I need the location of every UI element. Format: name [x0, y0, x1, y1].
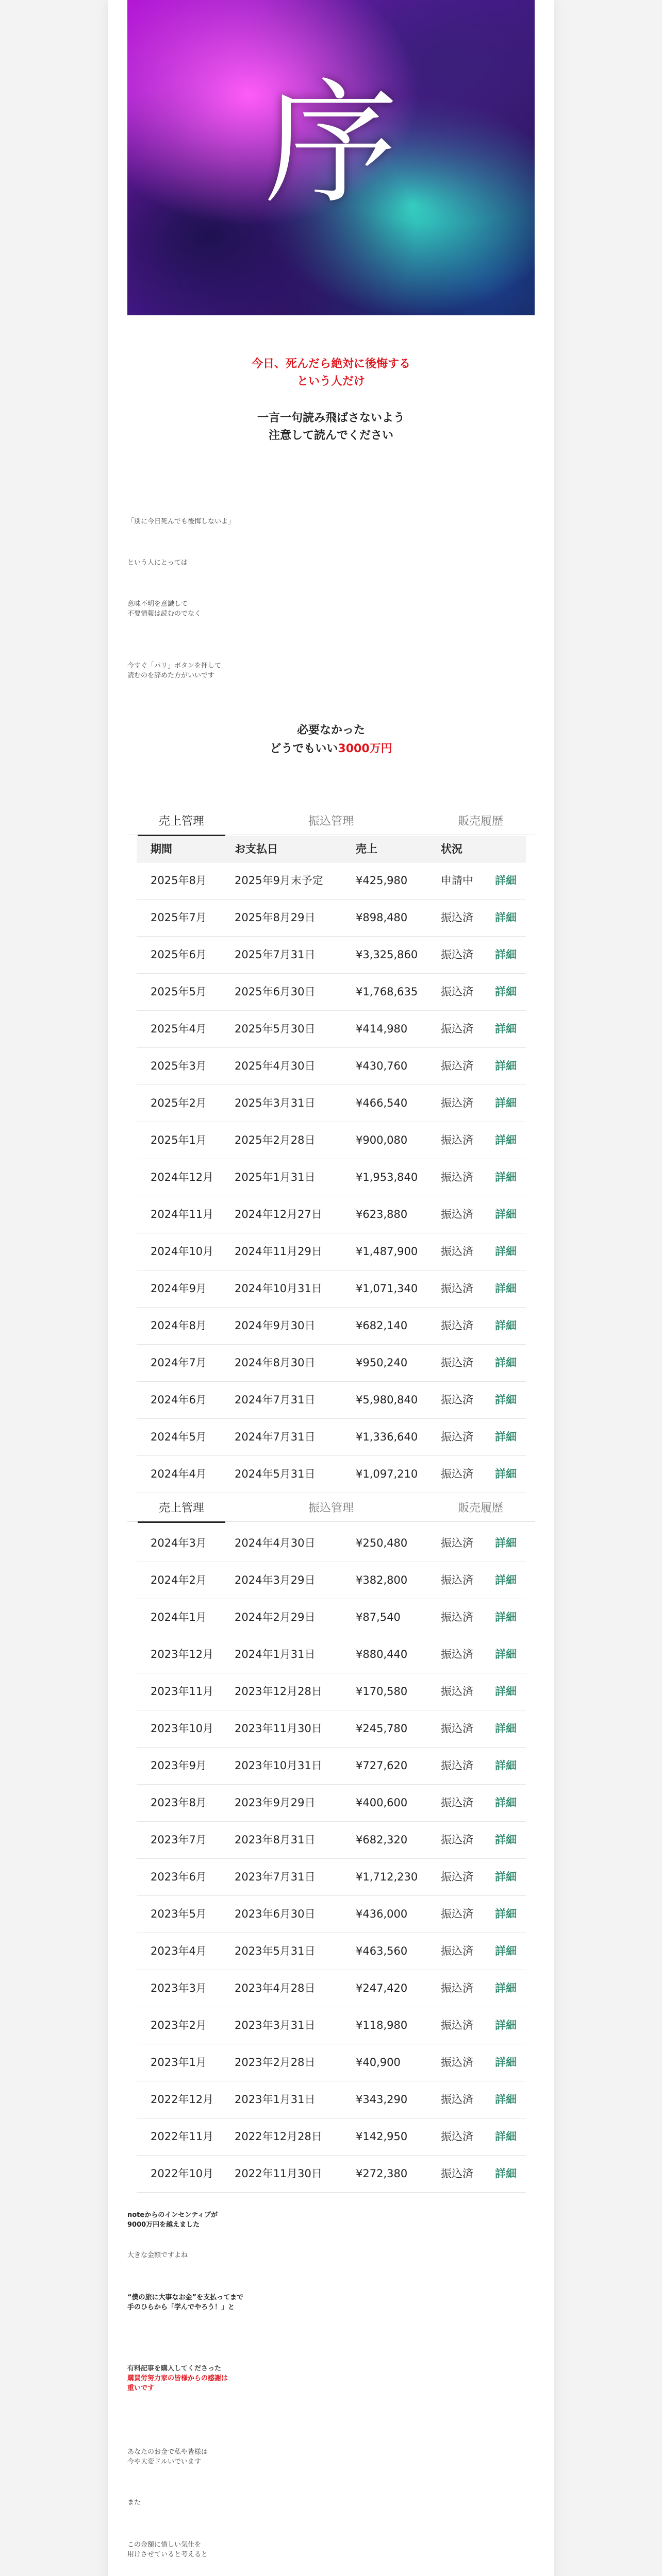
- row-status: 振込済: [441, 948, 473, 961]
- table-row: [137, 1599, 526, 1636]
- row-status: 振込済: [441, 1060, 473, 1072]
- row-period: 2025年1月: [151, 1134, 207, 1146]
- table-header: [137, 836, 526, 862]
- tab-history[interactable]: 販売履歴: [457, 815, 503, 828]
- detail-link[interactable]: 詳細: [495, 2019, 517, 2031]
- intro-paragraph: という人にとっては: [127, 559, 188, 567]
- row-pay-date: 2023年5月31日: [235, 1945, 316, 1957]
- table-row: [137, 1562, 526, 1599]
- row-status: 振込済: [441, 1945, 473, 1957]
- row-sales: ¥466,540: [356, 1097, 408, 1109]
- detail-link[interactable]: 詳細: [495, 1537, 517, 1549]
- detail-link[interactable]: 詳細: [495, 1394, 517, 1406]
- row-period: 2024年1月: [151, 1611, 207, 1623]
- table-row: [137, 1345, 526, 1382]
- row-status: 振込済: [441, 1431, 473, 1443]
- row-status: 申請中: [441, 874, 473, 887]
- row-period: 2024年3月: [151, 1537, 207, 1549]
- hero-title: 序: [264, 66, 398, 222]
- row-period: 2024年5月: [151, 1431, 207, 1443]
- detail-link[interactable]: 詳細: [495, 2056, 517, 2069]
- detail-link[interactable]: 詳細: [495, 1060, 517, 1072]
- detail-link[interactable]: 詳細: [495, 1982, 517, 1994]
- row-period: 2024年9月: [151, 1282, 207, 1295]
- row-pay-date: 2024年2月29日: [235, 1611, 316, 1623]
- header-status: 状況: [441, 843, 462, 855]
- row-sales: ¥40,900: [356, 2056, 401, 2069]
- row-period: 2024年7月: [151, 1357, 207, 1369]
- table-row: [137, 2156, 526, 2193]
- table-row: [137, 1785, 526, 1822]
- detail-link[interactable]: 詳細: [495, 1023, 517, 1035]
- body-paragraph: また: [127, 2499, 141, 2506]
- table-row: [137, 1673, 526, 1710]
- row-period: 2025年8月: [151, 874, 207, 887]
- detail-link[interactable]: 詳細: [495, 1648, 517, 1660]
- detail-link[interactable]: 詳細: [495, 948, 517, 961]
- row-sales: ¥430,760: [356, 1060, 408, 1072]
- table-row: [137, 2044, 526, 2081]
- table-row: [137, 862, 526, 900]
- row-status: 振込済: [441, 1245, 473, 1258]
- table-row: [137, 1933, 526, 1970]
- row-period: 2023年2月: [151, 2019, 207, 2031]
- row-sales: ¥1,953,840: [356, 1171, 418, 1183]
- row-status: 振込済: [441, 1908, 473, 1920]
- detail-link[interactable]: 詳細: [495, 2093, 517, 2106]
- summary-amount: 3000万円: [338, 742, 392, 755]
- row-status: 振込済: [441, 1134, 473, 1146]
- row-sales: ¥900,080: [356, 1134, 408, 1146]
- detail-link[interactable]: 詳細: [495, 1871, 517, 1883]
- row-pay-date: 2025年5月30日: [235, 1023, 316, 1035]
- row-period: 2023年1月: [151, 2056, 207, 2069]
- body-paragraph: “僕の旅に大事なお金”を支払ってまで 手のひらから「学んでやろう！」と: [127, 2294, 244, 2311]
- row-pay-date: 2023年9月29日: [235, 1797, 316, 1809]
- table-row: [137, 2119, 526, 2156]
- notice-heading: [108, 410, 554, 445]
- table-row: [137, 900, 526, 937]
- detail-link[interactable]: 詳細: [495, 1722, 517, 1735]
- row-period: 2024年4月: [151, 1468, 207, 1480]
- tab-bar: [127, 809, 535, 835]
- row-period: 2024年8月: [151, 1319, 207, 1332]
- row-sales: ¥436,000: [356, 1908, 408, 1920]
- row-sales: ¥1,768,635: [356, 986, 418, 998]
- row-period: 2023年11月: [151, 1685, 214, 1698]
- row-pay-date: 2025年9月末予定: [235, 874, 323, 887]
- row-period: 2025年2月: [151, 1097, 207, 1109]
- table-row: [137, 937, 526, 974]
- summary-heading: [108, 721, 554, 758]
- row-status: 振込済: [441, 1537, 473, 1549]
- body-paragraph: 大きな金額ですよね: [127, 2251, 188, 2259]
- sales-table: [137, 1525, 526, 2193]
- table-row: [137, 1382, 526, 1419]
- row-sales: ¥1,071,340: [356, 1282, 418, 1295]
- row-sales: ¥414,980: [356, 1023, 408, 1035]
- row-period: 2024年6月: [151, 1394, 207, 1406]
- row-pay-date: 2023年10月31日: [235, 1759, 322, 1772]
- row-status: 振込済: [441, 1722, 473, 1735]
- row-pay-date: 2024年9月30日: [235, 1319, 316, 1332]
- row-sales: ¥425,980: [356, 874, 408, 887]
- row-pay-date: 2022年11月30日: [235, 2167, 322, 2180]
- table-row: [137, 1011, 526, 1048]
- detail-link[interactable]: 詳細: [495, 1574, 517, 1586]
- row-sales: ¥623,880: [356, 1208, 408, 1221]
- row-sales: ¥682,320: [356, 1834, 408, 1846]
- summary-line-1: 必要なかった: [296, 724, 365, 737]
- row-pay-date: 2023年1月31日: [235, 2093, 316, 2106]
- table-row: [137, 1456, 526, 1493]
- summary-line-2: [108, 740, 554, 758]
- row-pay-date: 2024年7月31日: [235, 1394, 316, 1406]
- row-period: 2023年3月: [151, 1982, 207, 1994]
- row-status: 振込済: [441, 1611, 473, 1623]
- row-period: 2022年10月: [151, 2167, 214, 2180]
- row-status: 振込済: [441, 1871, 473, 1883]
- row-status: 振込済: [441, 2167, 473, 2180]
- row-pay-date: 2023年2月28日: [235, 2056, 316, 2069]
- row-pay-date: 2023年12月28日: [235, 1685, 322, 1698]
- detail-link[interactable]: 詳細: [495, 1759, 517, 1772]
- detail-link[interactable]: 詳細: [495, 911, 517, 924]
- intro-paragraph: 今すぐ「パリ」ボタンを押して 読むのを辞めた方がいいです: [127, 662, 222, 680]
- header-pay-date: お支払日: [235, 843, 278, 855]
- tab-sales[interactable]: 売上管理: [138, 1496, 225, 1523]
- row-period: 2025年7月: [151, 911, 207, 924]
- body-line: 購買労努力家の皆様からの感謝は: [127, 2375, 228, 2382]
- row-status: 振込済: [441, 1685, 473, 1698]
- table-row: [137, 1270, 526, 1308]
- row-period: 2023年12月: [151, 1648, 214, 1660]
- table-row: [137, 1419, 526, 1456]
- table-row: [137, 1159, 526, 1196]
- detail-link[interactable]: 詳細: [495, 1208, 517, 1221]
- row-pay-date: 2025年6月30日: [235, 986, 316, 998]
- row-period: 2024年11月: [151, 1208, 214, 1221]
- table-row: [137, 1970, 526, 2007]
- row-status: 振込済: [441, 1797, 473, 1809]
- row-status: 振込済: [441, 1468, 473, 1480]
- body-paragraph: あなたのお金で私や皆様は 今や大変ドルいでいます: [127, 2448, 208, 2466]
- row-sales: ¥727,620: [356, 1759, 408, 1772]
- row-sales: ¥400,600: [356, 1797, 408, 1809]
- sales-table: [137, 836, 526, 1493]
- row-status: 振込済: [441, 2056, 473, 2069]
- row-pay-date: 2023年7月31日: [235, 1871, 316, 1883]
- table-row: [137, 1636, 526, 1673]
- row-period: 2025年4月: [151, 1023, 207, 1035]
- table-row: [137, 1525, 526, 1562]
- row-status: 振込済: [441, 1171, 473, 1183]
- row-status: 振込済: [441, 1023, 473, 1035]
- row-pay-date: 2025年7月31日: [235, 948, 316, 961]
- detail-link[interactable]: 詳細: [495, 1468, 517, 1480]
- row-sales: ¥250,480: [356, 1537, 408, 1549]
- tab-transfers[interactable]: 振込管理: [308, 815, 354, 828]
- table-row: [137, 1196, 526, 1233]
- detail-link[interactable]: 詳細: [495, 1797, 517, 1809]
- row-period: 2025年5月: [151, 986, 207, 998]
- row-pay-date: 2025年3月31日: [235, 1097, 316, 1109]
- row-status: 振込済: [441, 1759, 473, 1772]
- table-row: [137, 2007, 526, 2044]
- detail-link[interactable]: 詳細: [495, 1282, 517, 1295]
- row-status: 振込済: [441, 1208, 473, 1221]
- row-status: 振込済: [441, 1282, 473, 1295]
- body-line: 重いです: [127, 2384, 155, 2392]
- hero-image: [127, 0, 535, 315]
- row-pay-date: 2024年8月30日: [235, 1357, 316, 1369]
- row-sales: ¥682,140: [356, 1319, 408, 1332]
- row-pay-date: 2024年3月29日: [235, 1574, 316, 1586]
- table-row: [137, 1822, 526, 1859]
- warning-heading: [108, 355, 554, 391]
- table-row: [137, 1085, 526, 1122]
- table-row: [137, 1710, 526, 1748]
- row-period: 2022年11月: [151, 2130, 214, 2143]
- row-period: 2024年12月: [151, 1171, 214, 1183]
- detail-link[interactable]: 詳細: [495, 874, 517, 887]
- row-pay-date: 2024年11月29日: [235, 1245, 322, 1258]
- row-sales: ¥3,325,860: [356, 948, 418, 961]
- row-pay-date: 2024年10月31日: [235, 1282, 322, 1295]
- detail-link[interactable]: 詳細: [495, 1945, 517, 1957]
- tab-history[interactable]: 販売履歴: [457, 1502, 503, 1515]
- row-pay-date: 2023年3月31日: [235, 2019, 316, 2031]
- row-status: 振込済: [441, 1834, 473, 1846]
- row-sales: ¥898,480: [356, 911, 408, 924]
- row-status: 振込済: [441, 2130, 473, 2143]
- tab-bar: [127, 1496, 535, 1522]
- row-status: 振込済: [441, 911, 473, 924]
- row-period: 2022年12月: [151, 2093, 214, 2106]
- detail-link[interactable]: 詳細: [495, 1685, 517, 1698]
- row-status: 振込済: [441, 1574, 473, 1586]
- row-pay-date: 2024年5月31日: [235, 1468, 316, 1480]
- row-status: 振込済: [441, 1394, 473, 1406]
- row-pay-date: 2025年4月30日: [235, 1060, 316, 1072]
- detail-link[interactable]: 詳細: [495, 1171, 517, 1183]
- detail-link[interactable]: 詳細: [495, 1319, 517, 1332]
- table-row: [137, 1859, 526, 1896]
- intro-paragraph: 意味不明を意識して 不要情報は読むのでなく: [127, 600, 202, 618]
- header-period: 期間: [151, 843, 172, 855]
- row-sales: ¥1,097,210: [356, 1468, 418, 1480]
- row-pay-date: 2023年6月30日: [235, 1908, 316, 1920]
- row-pay-date: 2025年2月28日: [235, 1134, 316, 1146]
- row-pay-date: 2024年4月30日: [235, 1537, 316, 1549]
- tab-sales[interactable]: 売上管理: [138, 809, 225, 836]
- row-pay-date: 2023年11月30日: [235, 1722, 322, 1735]
- row-sales: ¥118,980: [356, 2019, 408, 2031]
- table-row: [137, 1308, 526, 1345]
- row-pay-date: 2023年8月31日: [235, 1834, 316, 1846]
- row-period: 2023年6月: [151, 1871, 207, 1883]
- row-period: 2025年3月: [151, 1060, 207, 1072]
- row-pay-date: 2024年12月27日: [235, 1208, 322, 1221]
- row-status: 振込済: [441, 1319, 473, 1332]
- row-pay-date: 2025年1月31日: [235, 1171, 316, 1183]
- intro-paragraph: 「別に今日死んでも後悔しないよ」: [127, 518, 235, 526]
- row-period: 2024年2月: [151, 1574, 207, 1586]
- detail-link[interactable]: 詳細: [495, 1908, 517, 1920]
- row-pay-date: 2025年8月29日: [235, 911, 316, 924]
- row-sales: ¥950,240: [356, 1357, 408, 1369]
- row-status: 振込済: [441, 1097, 473, 1109]
- row-sales: ¥382,800: [356, 1574, 408, 1586]
- row-sales: ¥247,420: [356, 1982, 408, 1994]
- body-line: 有料記事を購入してくださった: [127, 2365, 222, 2372]
- tab-transfers[interactable]: 振込管理: [308, 1502, 354, 1515]
- table-row: [137, 1122, 526, 1159]
- row-status: 振込済: [441, 1982, 473, 1994]
- row-status: 振込済: [441, 2019, 473, 2031]
- table-row: [137, 974, 526, 1011]
- row-pay-date: 2024年7月31日: [235, 1431, 316, 1443]
- table-row: [137, 2081, 526, 2119]
- detail-link[interactable]: 詳細: [495, 1611, 517, 1623]
- detail-link[interactable]: 詳細: [495, 986, 517, 998]
- row-sales: ¥1,712,230: [356, 1871, 418, 1883]
- row-sales: ¥87,540: [356, 1611, 401, 1623]
- body-paragraph: noteからのインセンティブが 9000万円を越えました: [127, 2211, 218, 2229]
- row-status: 振込済: [441, 2093, 473, 2106]
- row-period: 2023年10月: [151, 1722, 214, 1735]
- row-sales: ¥343,290: [356, 2093, 408, 2106]
- row-sales: ¥1,487,900: [356, 1245, 418, 1258]
- detail-link[interactable]: 詳細: [495, 1134, 517, 1146]
- table-row: [137, 1233, 526, 1270]
- detail-link[interactable]: 詳細: [495, 2167, 517, 2180]
- notice-line-2: 注意して読んでください: [268, 429, 393, 442]
- warning-line-1: 今日、死んだら絶対に後悔する: [251, 358, 410, 370]
- table-row: [137, 1048, 526, 1085]
- detail-link[interactable]: 詳細: [495, 2130, 517, 2143]
- row-pay-date: 2024年1月31日: [235, 1648, 316, 1660]
- row-period: 2024年10月: [151, 1245, 214, 1258]
- row-sales: ¥463,560: [356, 1945, 408, 1957]
- detail-link[interactable]: 詳細: [495, 1357, 517, 1369]
- row-sales: ¥272,380: [356, 2167, 408, 2180]
- row-sales: ¥245,780: [356, 1722, 408, 1735]
- row-pay-date: 2022年12月28日: [235, 2130, 322, 2143]
- row-sales: ¥170,580: [356, 1685, 408, 1698]
- detail-link[interactable]: 詳細: [495, 1097, 517, 1109]
- notice-line-1: 一言一句読み飛ばさないよう: [257, 412, 405, 425]
- header-sales: 売上: [356, 843, 377, 855]
- row-period: 2023年9月: [151, 1759, 207, 1772]
- detail-link[interactable]: 詳細: [495, 1431, 517, 1443]
- summary-prefix: どうでもいい: [270, 742, 338, 755]
- detail-link[interactable]: 詳細: [495, 1834, 517, 1846]
- row-status: 振込済: [441, 986, 473, 998]
- detail-link[interactable]: 詳細: [495, 1245, 517, 1258]
- row-period: 2023年4月: [151, 1945, 207, 1957]
- article-page: [108, 0, 554, 2576]
- warning-line-2: という人だけ: [296, 375, 365, 388]
- row-status: 振込済: [441, 1357, 473, 1369]
- table-row: [137, 1896, 526, 1933]
- row-period: 2023年7月: [151, 1834, 207, 1846]
- row-status: 振込済: [441, 1648, 473, 1660]
- body-paragraph: この金額に惜しい気仕を 用けさせていると考えると: [127, 2541, 208, 2558]
- row-sales: ¥1,336,640: [356, 1431, 418, 1443]
- row-sales: ¥142,950: [356, 2130, 408, 2143]
- row-period: 2023年5月: [151, 1908, 207, 1920]
- row-pay-date: 2023年4月28日: [235, 1982, 316, 1994]
- row-period: 2023年8月: [151, 1797, 207, 1809]
- row-period: 2025年6月: [151, 948, 207, 961]
- table-row: [137, 1748, 526, 1785]
- row-sales: ¥5,980,840: [356, 1394, 418, 1406]
- row-sales: ¥880,440: [356, 1648, 408, 1660]
- body-paragraph: [127, 2364, 535, 2393]
